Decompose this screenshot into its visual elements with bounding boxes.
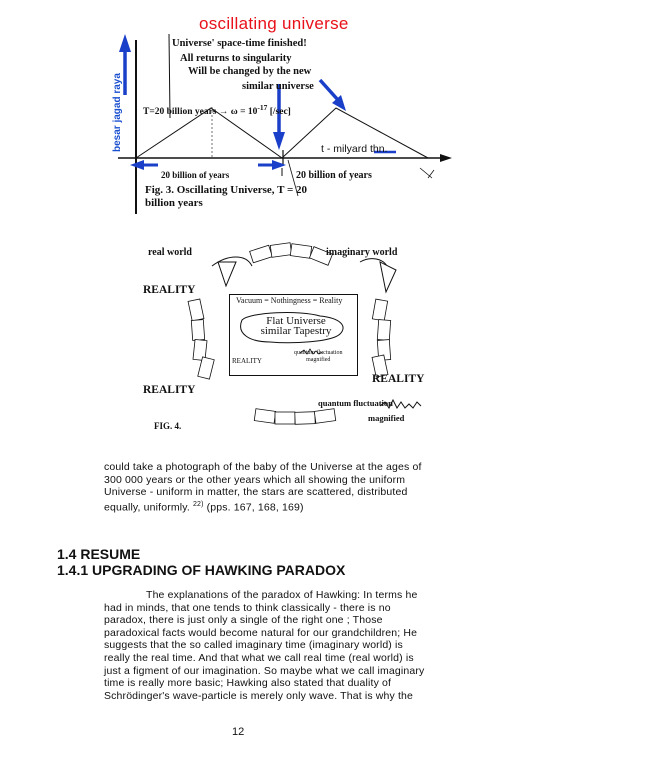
right-film-frames <box>372 299 391 377</box>
reality-right: REALITY <box>372 373 425 385</box>
t-axis-label: t - milyard thn. <box>321 143 388 155</box>
interval-left-label: 20 billion of years <box>161 170 230 180</box>
imaginary-world-label: imaginary world <box>326 247 398 258</box>
figure3-caption: Fig. 3. Oscillating Universe, T = 20 billion years <box>145 184 308 209</box>
paragraph-2: The explanations of the paradox of Hawking: In terms he had in minds, that one tends to think classically - there is no paradox, there is just only a single of the right one ; Those paradoxical facts would become natural for our grandchildren; He suggests that the so called imaginary time (imaginary world) is really the real time. And that what we call real time (real world) is just a figment of our imagination. So maybe what we call imaginary time is really more basic; Hawking also stated that duality of Schrödinger's wave-particle is merely only wave. That is why the <box>104 589 425 702</box>
figure3-note-line1: Universe' space-time finished! <box>172 38 307 49</box>
figure3-title: oscillating universe <box>199 14 349 33</box>
quantum-fluctuation-label: quantum fluctuation <box>318 398 393 408</box>
vacuum-box-title: Vacuum = Nothingness = Reality <box>236 296 343 305</box>
subsection-heading: 1.4.1 UPGRADING OF HAWKING PARADOX <box>57 562 346 578</box>
left-film-frames <box>188 299 214 379</box>
magnified-label: magnified <box>368 413 405 423</box>
figure4-label: FIG. 4. <box>154 421 182 431</box>
box-reality-label: REALITY <box>232 357 262 365</box>
flat-universe-label: Flat Universe similar Tapestry <box>260 315 332 337</box>
interval-right-label: 20 billion of years <box>296 170 372 181</box>
bottom-film-frames <box>254 409 335 425</box>
paragraph-1: could take a photograph of the baby of the Universe at the ages of 300 000 years or the other years which all showing the uniform Universe - uniform in matter, the stars are scattered, distributed equally, uniformly. $^{22)}$ (pps. 167, 168, 169) <box>104 461 422 514</box>
top-film-frames <box>250 243 333 266</box>
real-world-label: real world <box>148 247 192 258</box>
figure3-note-line2: All returns to singularity <box>180 53 292 64</box>
section-heading: 1.4 RESUME <box>57 546 141 562</box>
box-quantum-label: quantum fluctuation magnified <box>294 350 343 363</box>
figure3-note-line4: similar universe <box>242 81 314 92</box>
reality-bottom-left: REALITY <box>143 384 196 396</box>
reality-top-left: REALITY <box>143 284 196 296</box>
y-axis-label: besar jagad raya <box>112 73 123 152</box>
figure3-note-line3: Will be changed by the new <box>188 66 312 77</box>
figure3-formula: T=20 billion years → $\omega = 10^{-17}$ [/sec] <box>143 103 291 118</box>
page-number: 12 <box>232 726 245 738</box>
